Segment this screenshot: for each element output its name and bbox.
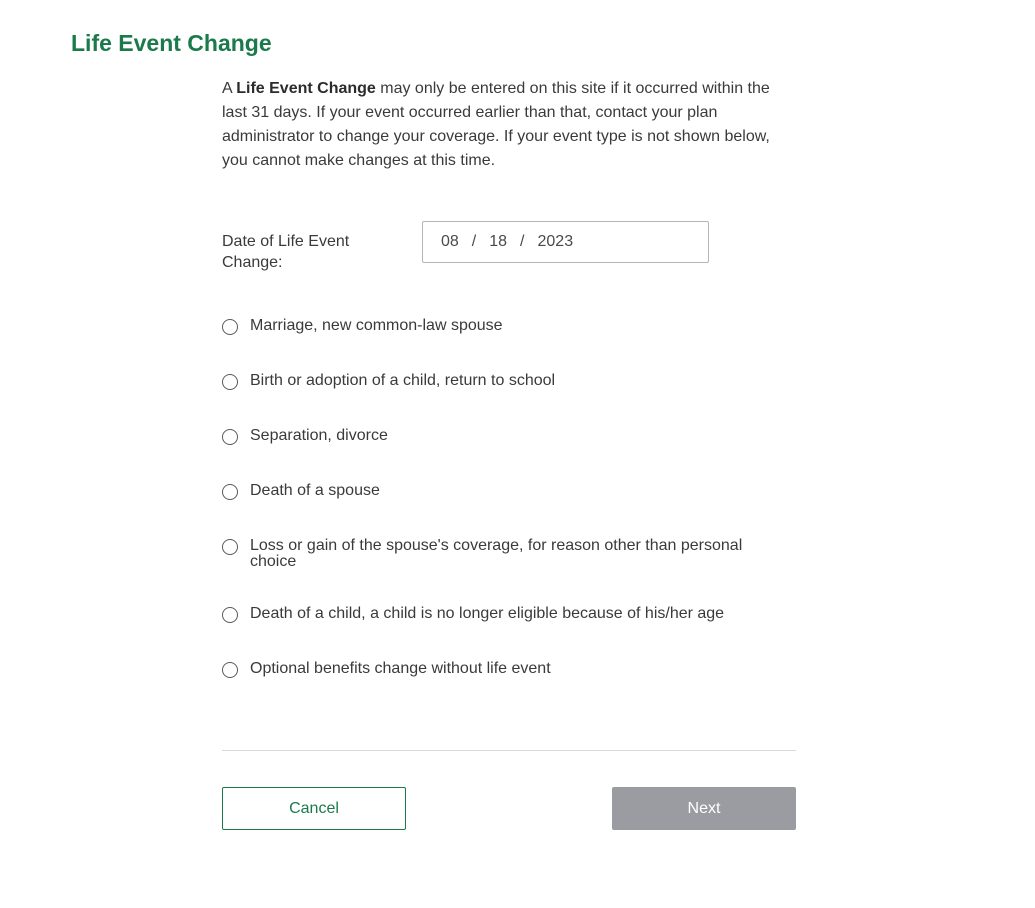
intro-text <box>222 77 792 173</box>
option-optional-benefits[interactable] <box>222 661 782 678</box>
option-label: Death of a child, a child is no longer eligible because of his/her age <box>250 605 725 622</box>
date-day-input[interactable]: 18 <box>489 233 508 250</box>
date-label: Date of Life Event Change: <box>222 233 350 271</box>
next-button[interactable]: Next <box>612 787 796 830</box>
option-death-spouse[interactable] <box>222 483 782 500</box>
option-marriage[interactable] <box>222 318 782 335</box>
radio-button[interactable] <box>222 429 238 445</box>
date-separator: / <box>471 233 477 250</box>
radio-button[interactable] <box>222 607 238 623</box>
option-label: Marriage, new common-law spouse <box>250 317 503 334</box>
option-spouse-coverage[interactable] <box>222 538 782 570</box>
option-label: Loss or gain of the spouse's coverage, for reason other than personal choice <box>250 537 743 570</box>
page-title: Life Event Change <box>71 30 272 56</box>
life-event-options <box>222 318 782 716</box>
date-input[interactable] <box>422 221 709 263</box>
option-label: Separation, divorce <box>250 427 388 444</box>
cancel-button[interactable]: Cancel <box>222 787 406 830</box>
intro-rest: may only be entered on this site if it occurred within the last 31 days. If your event occurred earlier than that, contact your plan administrator to change your coverage. If your event type is not shown below, you cannot make changes at this time. <box>222 80 770 169</box>
option-label: Birth or adoption of a child, return to school <box>250 372 556 389</box>
radio-button[interactable] <box>222 662 238 678</box>
date-year-input[interactable]: 2023 <box>537 233 574 250</box>
option-separation[interactable] <box>222 428 782 445</box>
radio-button[interactable] <box>222 539 238 555</box>
radio-button[interactable] <box>222 484 238 500</box>
option-label: Death of a spouse <box>250 482 380 499</box>
option-label: Optional benefits change without life event <box>250 660 551 677</box>
date-month-input[interactable]: 08 <box>441 233 459 250</box>
date-separator: / <box>520 233 525 250</box>
intro-bold-term: Life Event Change <box>236 80 376 97</box>
option-birth-adoption[interactable] <box>222 373 782 390</box>
radio-button[interactable] <box>222 319 238 335</box>
intro-prefix: A <box>222 80 237 97</box>
option-death-child[interactable] <box>222 606 782 623</box>
divider <box>222 750 796 751</box>
radio-button[interactable] <box>222 374 238 390</box>
